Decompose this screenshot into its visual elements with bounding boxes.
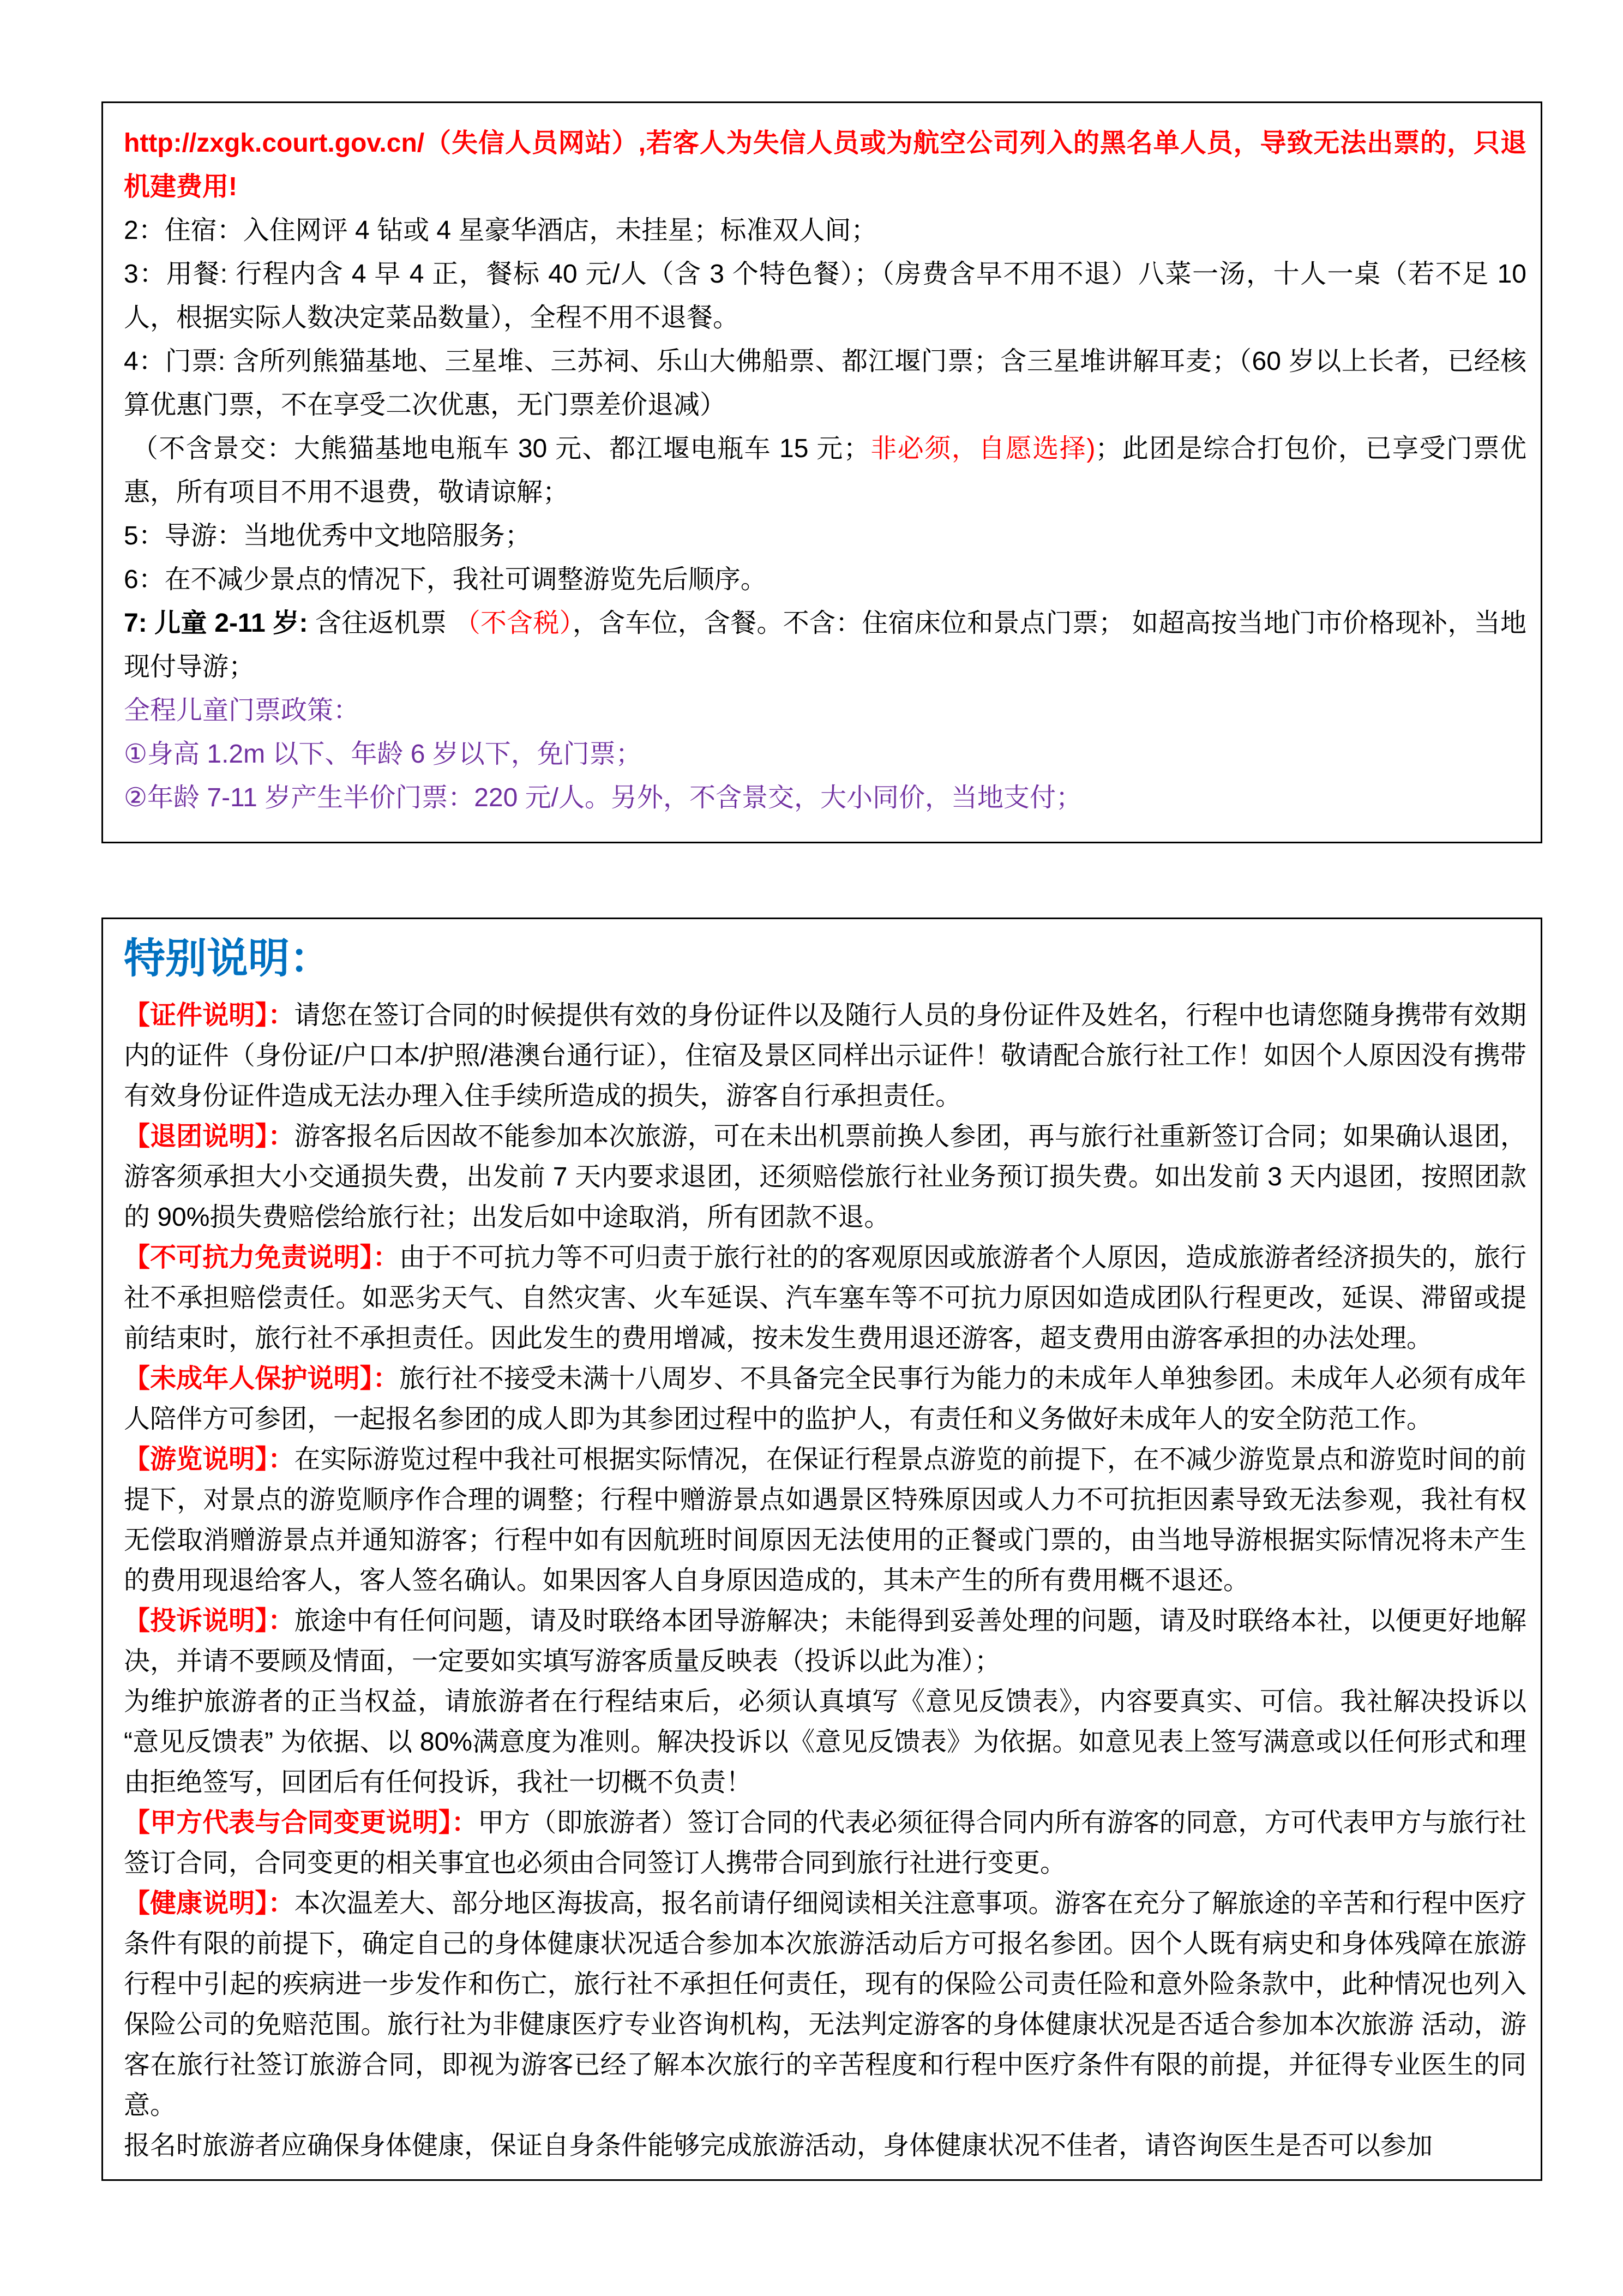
special-paragraph — [124, 1682, 1526, 1803]
notes-line — [124, 602, 1526, 689]
text-segment: （不含景交：大熊猫基地电瓶车 30 元、都江堰电瓶车 15 元； — [124, 434, 870, 463]
text-segment: 3：用餐: 行程内含 4 早 4 正，餐标 40 元/人（含 3 个特色餐）；（房费含早不用不退）八菜一汤，十人一桌（若不足 10 人，根据实际人数决定菜品数量），全程不用不退餐。 — [124, 260, 1526, 332]
notes-line — [124, 253, 1526, 340]
text-segment: 【健康说明】： — [124, 1889, 294, 1918]
text-segment: 甲方（即旅游者）签订合同的代表必须征得合同内所有游客的同意，方可代表甲方与旅行社签订合同，合同变更的相关事宜也必须由合同签订人携带合同到旅行社进行变更。 — [124, 1808, 1526, 1878]
text-segment: 4：门票: 含所列熊猫基地、三星堆、三苏祠、乐山大佛船票、都江堰门票；含三星堆讲解耳麦；（60 岁以上长者，已经核算优惠门票，不在享受二次优惠，无门票差价退减） — [124, 347, 1526, 419]
special-paragraph — [124, 1440, 1526, 1601]
text-segment: 非必须，自愿选择) — [869, 434, 1096, 463]
text-segment: 【退团说明】： — [124, 1122, 294, 1151]
text-segment: 6：在不减少景点的情况下，我社可调整游览先后顺序。 — [124, 565, 767, 594]
text-segment: 7: 儿童 2-11 岁: — [124, 609, 315, 638]
text-segment: ，含车位，含餐。不含：住宿床位和景点门票； 如超高按当地门市价格现补，当地现付导游； — [124, 609, 1526, 681]
special-notes-title: 特别说明： — [124, 936, 331, 982]
special-paragraph — [124, 1117, 1526, 1238]
text-segment: 本次温差大、部分地区海拔高，报名前请仔细阅读相关注意事项。游客在充分了解旅途的辛苦和行程中医疗条件有限的前提下，确定自己的身体健康状况适合参加本次旅游活动后方可报名参团。因个人既有病史和身体残障在旅游行程中引起的疾病进一步发作和伤亡，旅行社不承担任何责任，现有的保险公司责任险和意外险条款中，此种情况也列入保险公司的免赔范围。旅行社为非健康医疗专业咨询机构，无法判定游客的身体健康状况是否适合参加本次旅游 活动，游客在旅行社签订旅游合同，即视为游客已经了解本次旅行的辛苦程度和行程中医疗条件有限的前提，并征得专业医生的同意。 — [124, 1889, 1526, 2120]
text-segment: ①身高 1.2m 以下、年龄 6 岁以下，免门票； — [124, 740, 642, 769]
special-notes-box — [101, 918, 1542, 2181]
notes-line — [124, 209, 1526, 253]
text-segment: 5：导游：当地优秀中文地陪服务； — [124, 521, 531, 550]
text-segment: 【甲方代表与合同变更说明】： — [124, 1808, 478, 1837]
text-segment: 为维护旅游者的正当权益，请旅游者在行程结束后，必须认真填写《意见反馈表》，内容要真实、可信。我社解决投诉以 “意见反馈表” 为依据、以 80%满意度为准则。解决投诉以《意见反馈表》为依据。如意见表上签写满意或以任何形式和理由拒绝签写，回团后有任何投诉，我社一切概不负责！ — [124, 1687, 1526, 1797]
special-paragraph — [124, 1803, 1526, 1884]
text-segment: 【不可抗力免责说明】： — [124, 1243, 399, 1272]
text-segment: 游客报名后因故不能参加本次旅游，可在未出机票前换人参团，再与旅行社重新签订合同；如果确认退团，游客须承担大小交通损失费，出发前 7 天内要求退团，还须赔偿旅行社业务预订损失费。如出发前 3 天内退团，按照团款的 90%损失费赔偿给旅行社；出发后如中途取消，所有团款不退。 — [124, 1122, 1526, 1232]
special-paragraph — [124, 2126, 1526, 2166]
notes-line — [124, 776, 1526, 820]
notes-line — [124, 340, 1526, 427]
special-paragraph — [124, 1359, 1526, 1440]
text-segment: 【投诉说明】： — [124, 1606, 294, 1635]
text-segment: 含往返机票 — [315, 609, 454, 638]
notes-line — [124, 427, 1526, 514]
text-segment: 在实际游览过程中我社可根据实际情况，在保证行程景点游览的前提下，在不减少游览景点和游览时间的前提下，对景点的游览顺序作合理的调整；行程中赠游景点如遇景区特殊原因或人力不可抗拒因素导致无法参观，我社有权无偿取消赠游景点并通知游客；行程中如有因航班时间原因无法使用的正餐或门票的，由当地导游根据实际情况将未产生的费用现退给客人，客人签名确认。如果因客人自身原因造成的，其未产生的所有费用概不退还。 — [124, 1445, 1526, 1595]
text-segment: 2：住宿：入住网评 4 钻或 4 星豪华酒店，未挂星；标准双人间； — [124, 216, 877, 245]
text-segment: ②年龄 7-11 岁产生半价门票：220 元/人。另外，不含景交，大小同价，当地支付； — [124, 783, 1082, 812]
text-segment: 【游览说明】： — [124, 1445, 294, 1474]
special-paragraph — [124, 1884, 1526, 2126]
text-segment: （失信人员网站）,若客人为失信人员或为航空公司列入的黑名单人员，导致无法出票的，只退机建费用! — [124, 129, 1526, 201]
court-blacklist-url: http://zxgk.court.gov.cn/ — [124, 129, 425, 158]
fees-notes-box — [101, 101, 1542, 843]
text-segment: ；此团是综合打包价，已享受门票优惠，所有项目不用不退费，敬请谅解； — [124, 434, 1526, 507]
text-segment: 旅行社不接受未满十八周岁、不具备完全民事行为能力的未成年人单独参团。未成年人必须有成年人陪伴方可参团，一起报名参团的成人即为其参团过程中的监护人，有责任和义务做好未成年人的安全防范工作。 — [124, 1364, 1526, 1434]
notes-line — [124, 122, 1526, 209]
notes-line — [124, 514, 1526, 558]
text-segment: 【未成年人保护说明】： — [124, 1364, 399, 1393]
notes-line — [124, 558, 1526, 602]
special-notes-content — [124, 996, 1526, 2166]
text-segment: （不含税） — [454, 609, 573, 638]
text-segment: 【证件说明】： — [124, 1001, 294, 1030]
text-segment: 请您在签订合同的时候提供有效的身份证件以及随行人员的身份证件及姓名，行程中也请您随身携带有效期内的证件（身份证/户口本/护照/港澳台通行证），住宿及景区同样出示证件！敬请配合旅行社工作！如因个人原因没有携带有效身份证件造成无法办理入住手续所造成的损失，游客自行承担责任。 — [124, 1001, 1526, 1111]
fees-notes-content — [124, 122, 1526, 820]
text-segment: 报名时旅游者应确保身体健康，保证自身条件能够完成旅游活动，身体健康状况不佳者，请咨询医生是否可以参加 — [124, 2131, 1433, 2160]
text-segment: 旅途中有任何问题，请及时联络本团导游解决；未能得到妥善处理的问题，请及时联络本社，以便更好地解决，并请不要顾及情面，一定要如实填写游客质量反映表（投诉以此为准）； — [124, 1606, 1526, 1676]
notes-line — [124, 733, 1526, 776]
text-segment: 由于不可抗力等不可归责于旅行社的的客观原因或旅游者个人原因，造成旅游者经济损失的，旅行社不承担赔偿责任。如恶劣天气、自然灾害、火车延误、汽车塞车等不可抗力原因如造成团队行程更改，延误、滞留或提前结束时，旅行社不承担责任。因此发生的费用增减，按未发生费用退还游客，超支费用由游客承担的办法处理。 — [124, 1243, 1526, 1353]
notes-line — [124, 689, 1526, 733]
special-paragraph — [124, 1601, 1526, 1682]
special-paragraph — [124, 996, 1526, 1117]
special-paragraph — [124, 1238, 1526, 1359]
text-segment: 全程儿童门票政策： — [124, 696, 360, 725]
